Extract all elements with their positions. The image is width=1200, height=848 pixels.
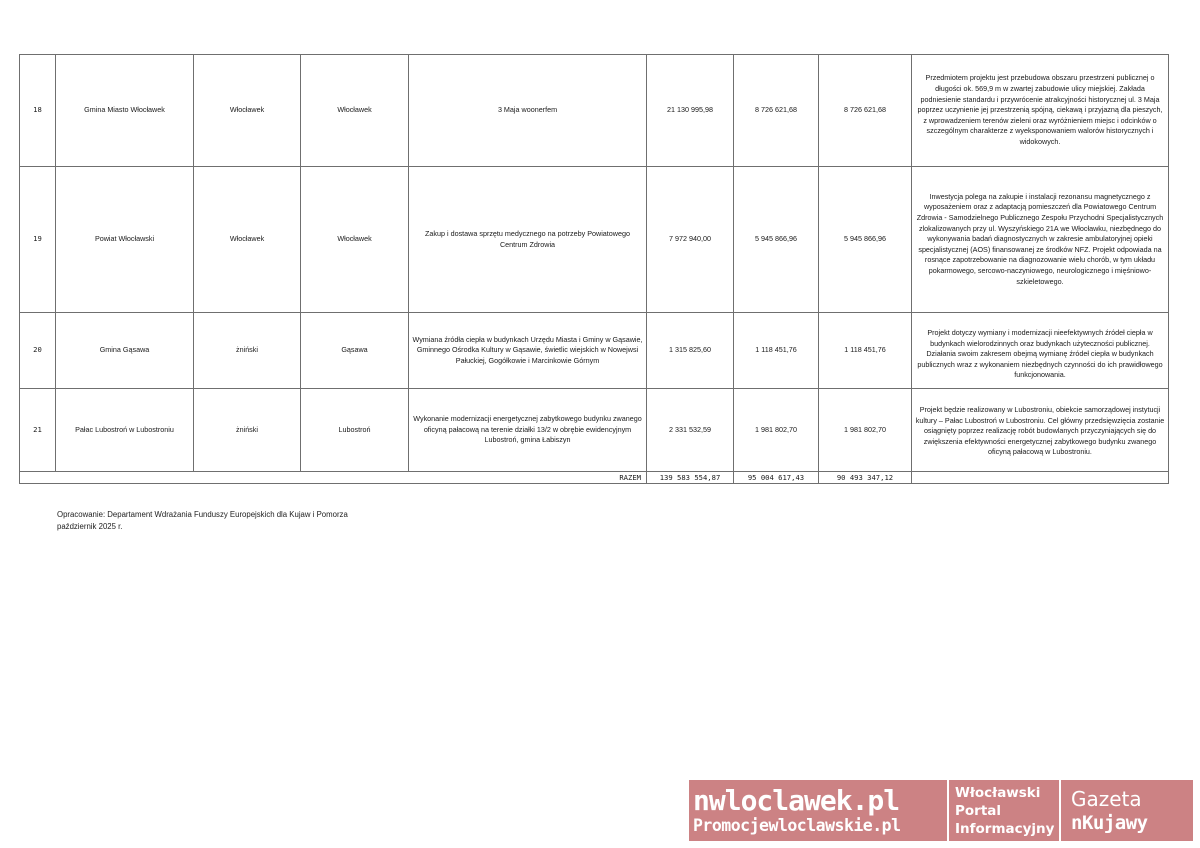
county-cell: żniński xyxy=(194,313,301,389)
portal-line-1: Włocławski xyxy=(955,784,1041,801)
project-title-cell: 3 Maja woonerfem xyxy=(409,55,647,167)
totals-cofinancing: 90 493 347,12 xyxy=(819,472,912,484)
prepared-by-text: Opracowanie: Departament Wdrażania Funduszy Europejskich dla Kujaw i Pomorza xyxy=(57,510,348,519)
county-cell: Włocławek xyxy=(194,55,301,167)
banner-gazeta xyxy=(1059,780,1193,841)
banner-brand xyxy=(689,780,947,841)
table-row xyxy=(20,389,1169,472)
beneficiary-cell: Gmina Miasto Włocławek xyxy=(56,55,194,167)
project-title-cell: Wymiana źródła ciepła w budynkach Urzędu Miasta i Gminy w Gąsawie, Gminnego Ośrodka Kultury w Gąsawie, świetlic wiejskich w Nowejwsi Pałuckiej, Gogółkowie i Marcinkowie Górnym xyxy=(409,313,647,389)
commune-cell: Włocławek xyxy=(301,167,409,313)
table-row xyxy=(20,55,1169,167)
eligible-cost-cell: 1 981 802,70 xyxy=(734,389,819,472)
commune-cell: Włocławek xyxy=(301,55,409,167)
cofinancing-cell: 8 726 621,68 xyxy=(819,55,912,167)
watermark-banner xyxy=(689,780,1193,841)
cofinancing-cell: 1 981 802,70 xyxy=(819,389,912,472)
commune-cell: Gąsawa xyxy=(301,313,409,389)
brand-sub-text: Promocjewloclawskie.pl xyxy=(693,815,901,835)
totals-empty-cell xyxy=(912,472,1169,484)
county-cell: Włocławek xyxy=(194,167,301,313)
eligible-cost-cell: 8 726 621,68 xyxy=(734,55,819,167)
gazeta-title: Gazeta xyxy=(1071,786,1142,811)
project-title-cell: Zakup i dostawa sprzętu medycznego na potrzeby Powiatowego Centrum Zdrowia xyxy=(409,167,647,313)
brand-main-text: nwloclawek.pl xyxy=(693,783,900,817)
portal-line-2: Portal xyxy=(955,802,1002,819)
row-number: 20 xyxy=(20,313,56,389)
cofinancing-cell: 5 945 866,96 xyxy=(819,167,912,313)
totals-eligible-cost: 95 004 617,43 xyxy=(734,472,819,484)
beneficiary-cell: Powiat Włocławski xyxy=(56,167,194,313)
eligible-cost-cell: 1 118 451,76 xyxy=(734,313,819,389)
eligible-cost-cell: 5 945 866,96 xyxy=(734,167,819,313)
beneficiary-cell: Pałac Lubostroń w Lubostroniu xyxy=(56,389,194,472)
footer-note xyxy=(57,509,348,532)
cofinancing-cell: 1 118 451,76 xyxy=(819,313,912,389)
total-value-cell: 21 130 995,98 xyxy=(647,55,734,167)
portal-line-3: Informacyjny xyxy=(955,820,1055,837)
total-value-cell: 2 331 532,59 xyxy=(647,389,734,472)
description-cell: Inwestycja polega na zakupie i instalacji rezonansu magnetycznego z wyposażeniem oraz z adaptacją pomieszczeń dla Powiatowego Centrum Zdrowia - Samodzielnego Publicznego Zespołu Przychodni Specjalistycznych zlokalizowanych przy ul. Wyszyńskiego 21A we Włocławku, niezbędnego do wykonywania badań diagnostycznych w zakresie ambulatoryjnej opieki specjalistycznej (AOS) finansowanej ze środków NFZ. Projekt odpowiada na rosnące zapotrzebowanie na diagnozowanie wielu chorób, w tym układu pokarmowego, sercowo-naczyniowego, neurologicznego i mięśniowo-szkieletowego. xyxy=(912,167,1169,313)
row-number: 19 xyxy=(20,167,56,313)
total-value-cell: 7 972 940,00 xyxy=(647,167,734,313)
total-value-cell: 1 315 825,60 xyxy=(647,313,734,389)
row-number: 21 xyxy=(20,389,56,472)
row-number: 18 xyxy=(20,55,56,167)
description-cell: Projekt będzie realizowany w Lubostroniu, obiekcie samorządowej instytucji kultury – Pałac Lubostroń w Lubostroniu. Cel główny przedsięwzięcia zostanie osiągnięty poprzez realizację robót budowlanych przyczyniających się do zwiększenia efektywności energetycznej zabytkowego budynku zwanego oficyną pałacową w Lubostroniu. xyxy=(912,389,1169,472)
commune-cell: Lubostroń xyxy=(301,389,409,472)
project-title-cell: Wykonanie modernizacji energetycznej zabytkowego budynku zwanego oficyną pałacową na terenie działki 13/2 w obrębie ewidencyjnym Lubostroń, gmina Łabiszyn xyxy=(409,389,647,472)
table-row xyxy=(20,313,1169,389)
projects-table xyxy=(19,54,1169,484)
beneficiary-cell: Gmina Gąsawa xyxy=(56,313,194,389)
description-cell: Przedmiotem projektu jest przebudowa obszaru przestrzeni publicznej o długości ok. 569,9 m w zwartej zabudowie ulicy miejskiej. Zakłada podniesienie standardu i przywrócenie atrakcyjności historycznej ul. 3 Maja poprzez uczynienie jej przestrzenią spójną, ciekawą i przyjazną dla pieszych, z wprowadzeniem terenów zieleni oraz wyróżnieniem miejsc i odcinków o szczególnym charakterze z wyeksponowaniem walorów historycznych i widokowych. xyxy=(912,55,1169,167)
banner-portal xyxy=(947,780,1059,841)
totals-row xyxy=(20,472,1169,484)
description-cell: Projekt dotyczy wymiany i modernizacji nieefektywnych źródeł ciepła w budynkach wielorodzinnych oraz budynkach użyteczności publicznej. Działania swoim zakresem obejmą wymianę źródeł ciepła w budynkach publicznych wraz z wykonaniem niezbędnych czynności do ich prawidłowego funkcjonowania. xyxy=(912,313,1169,389)
gazeta-sub: nKujawy xyxy=(1071,811,1148,834)
totals-total-value: 139 583 554,87 xyxy=(647,472,734,484)
county-cell: żniński xyxy=(194,389,301,472)
date-text: październik 2025 r. xyxy=(57,521,123,531)
totals-label: RAZEM xyxy=(20,472,647,484)
table-row xyxy=(20,167,1169,313)
